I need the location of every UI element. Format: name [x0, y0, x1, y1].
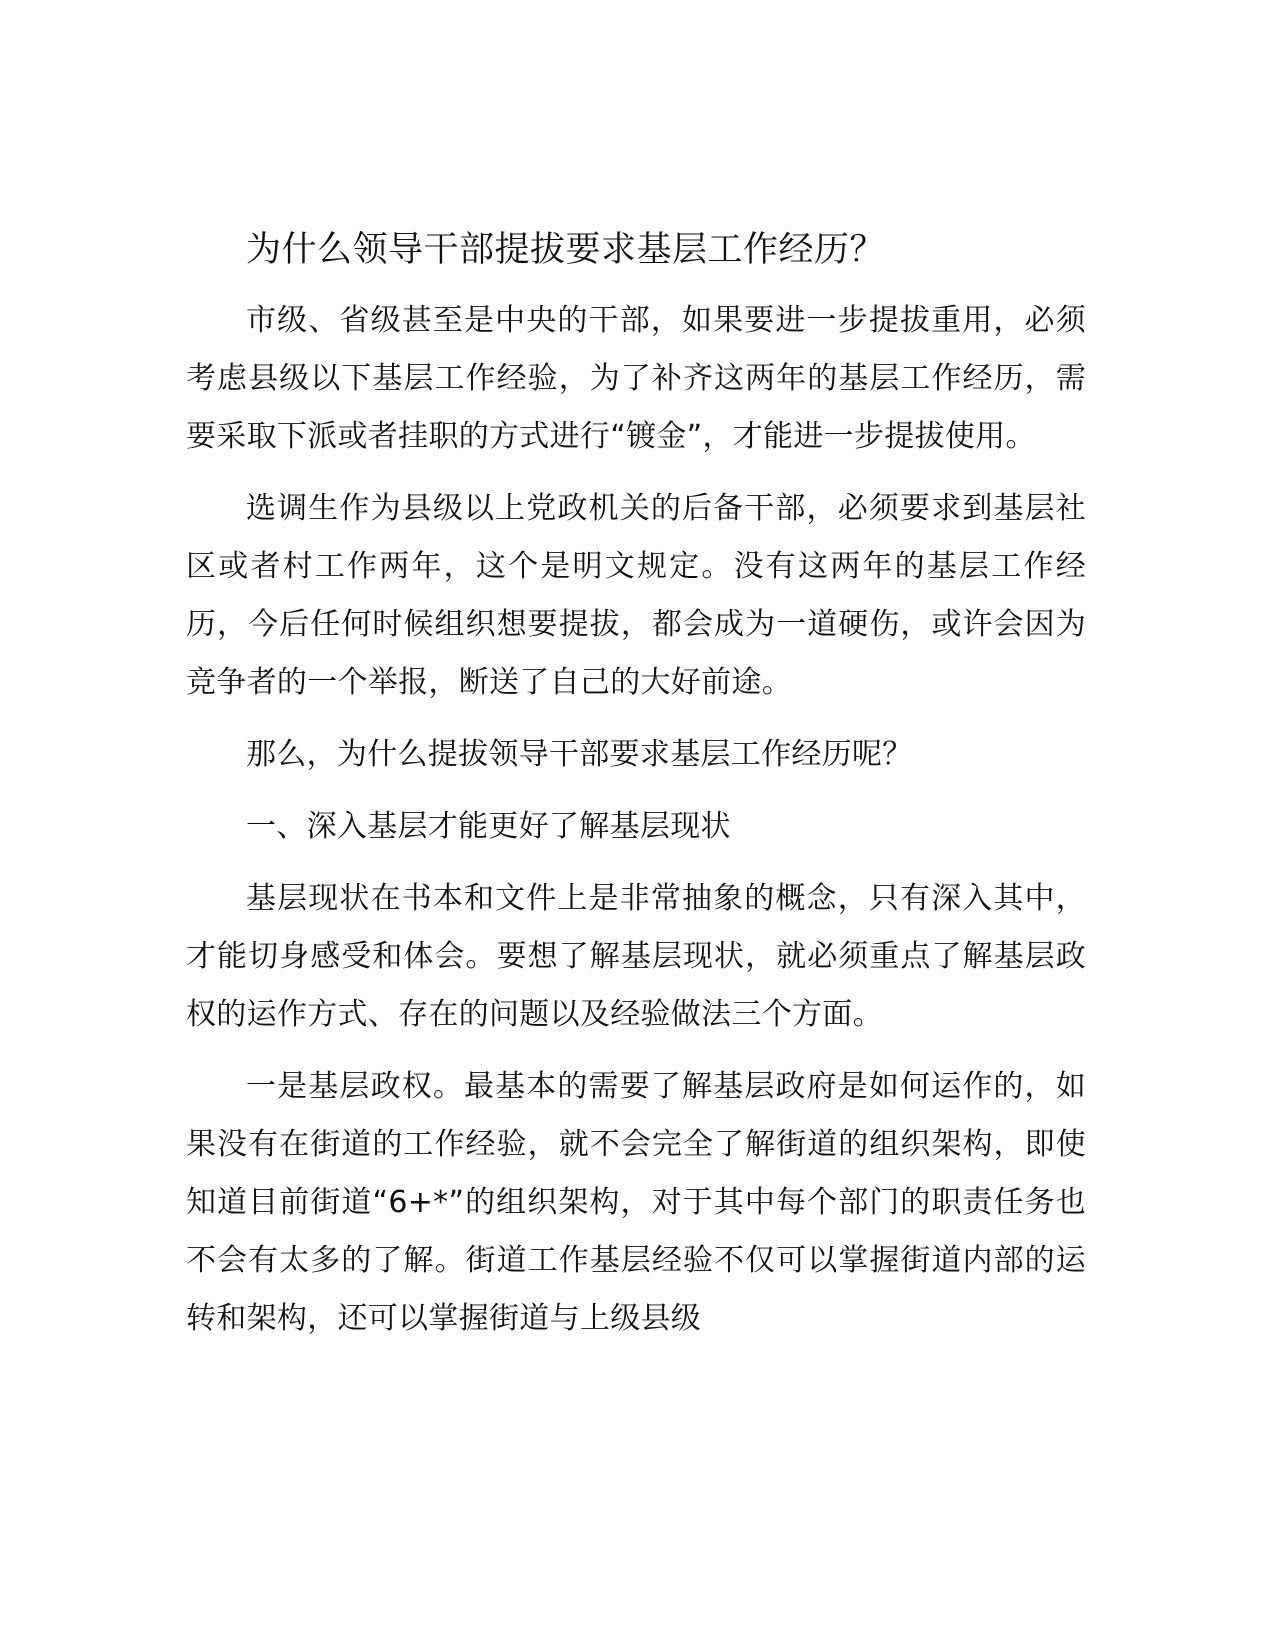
section-heading-1: 一、深入基层才能更好了解基层现状 — [246, 809, 731, 844]
document-page — [186, 222, 1086, 1362]
paragraph-5: 一是基层政权。最基本的需要了解基层政府是如何运作的，如果没有在街道的工作经验，就不会完全了解街道的组织架构，即使知道目前街道“6+*”的组织架构，对于其中每个部门的职责任务也不会有太多的了解。街道工作基层经验不仅可以掌握街道内部的运转和架构，还可以掌握街道与上级县级 — [186, 1069, 1086, 1336]
paragraph-4: 基层现状在书本和文件上是非常抽象的概念，只有深入其中，才能切身感受和体会。要想了解基层现状，就必须重点了解基层政权的运作方式、存在的问题以及经验做法三个方面。 — [186, 881, 1086, 1032]
document-title: 为什么领导干部提拔要求基层工作经历？ — [246, 230, 886, 270]
paragraph-1: 市级、省级甚至是中央的干部，如果要进一步提拔重用，必须考虑县级以下基层工作经验，为了补齐这两年的基层工作经历，需要采取下派或者挂职的方式进行“镀金”，才能进一步提拔使用。 — [186, 303, 1086, 454]
paragraph-3: 那么，为什么提拔领导干部要求基层工作经历呢？ — [246, 737, 913, 772]
paragraph-2: 选调生作为县级以上党政机关的后备干部，必须要求到基层社区或者村工作两年，这个是明文规定。没有这两年的基层工作经历，今后任何时候组织想要提拔，都会成为一道硬伤，或许会因为竞争者的一个举报，断送了自己的大好前途。 — [186, 491, 1086, 700]
